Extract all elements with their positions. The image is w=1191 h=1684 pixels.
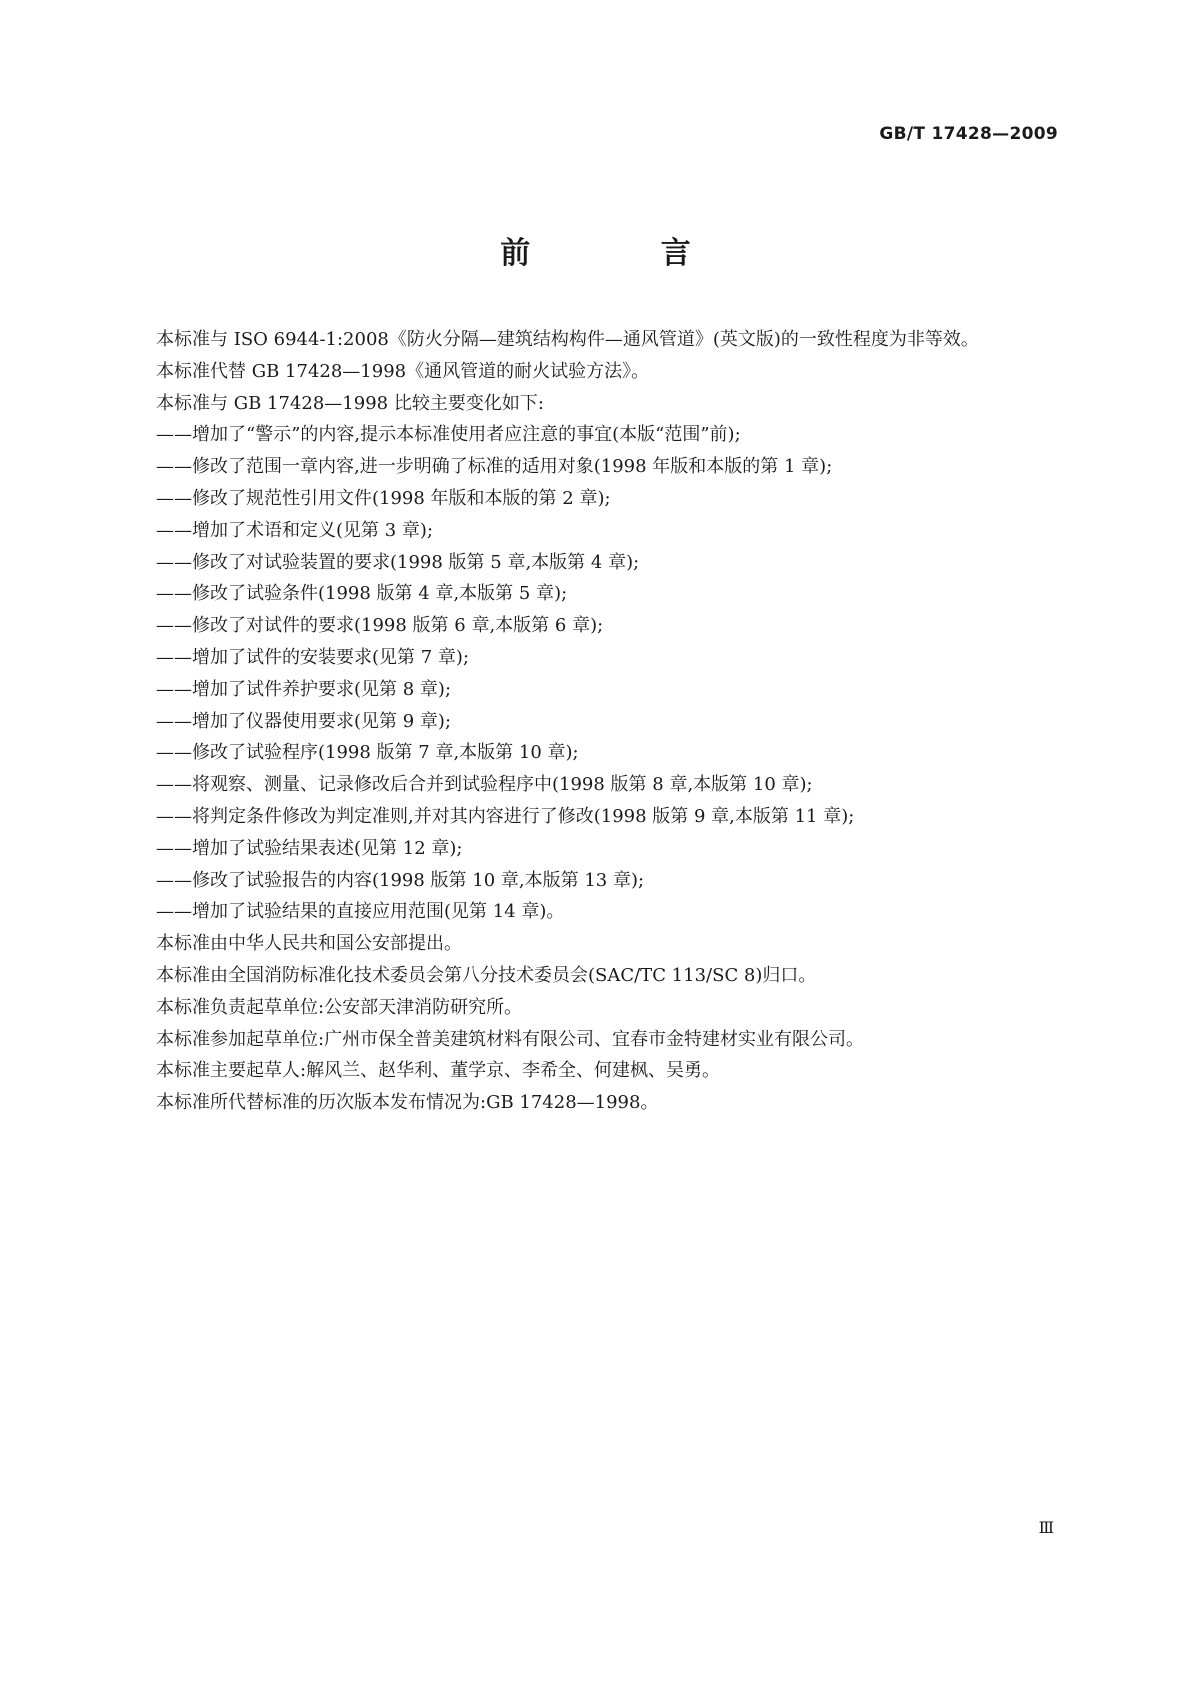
paragraph-equivalence: 本标准与 ISO 6944-1:2008《防火分隔—建筑结构构件—通风管道》(英文版)的一致性程度为非等效。 <box>156 329 979 350</box>
foreword-body <box>120 324 1072 1119</box>
change-item: ——修改了规范性引用文件(1998 年版和本版的第 2 章); <box>156 487 611 509</box>
change-item: ——修改了试验报告的内容(1998 版第 10 章,本版第 13 章); <box>156 869 645 891</box>
paragraph-proposed-by: 本标准由中华人民共和国公安部提出。 <box>156 933 462 955</box>
change-item: ——增加了试验结果的直接应用范围(见第 14 章)。 <box>156 901 565 923</box>
paragraph-centralized-by: 本标准由全国消防标准化技术委员会第八分技术委员会(SAC/TC 113/SC 8)归口。 <box>156 964 817 986</box>
paragraph-replaces: 本标准代替 GB 17428—1998《通风管道的耐火试验方法》。 <box>156 360 650 382</box>
change-item: ——修改了对试件的要求(1998 版第 6 章,本版第 6 章); <box>156 615 604 637</box>
paragraph-drafting-unit: 本标准负责起草单位:公安部天津消防研究所。 <box>156 996 523 1018</box>
change-item: ——增加了试件养护要求(见第 8 章); <box>156 678 452 700</box>
change-item: ——增加了“警示”的内容,提示本标准使用者应注意的事宜(本版“范围”前); <box>156 424 741 446</box>
page-number: Ⅲ <box>1038 1518 1054 1537</box>
change-item: ——修改了试验程序(1998 版第 7 章,本版第 10 章); <box>156 742 579 764</box>
change-item: ——修改了对试验装置的要求(1998 版第 5 章,本版第 4 章); <box>156 551 640 573</box>
change-item: ——增加了试验结果表述(见第 12 章); <box>156 837 463 859</box>
change-item: ——增加了试件的安装要求(见第 7 章); <box>156 646 470 668</box>
change-item: ——修改了试验条件(1998 版第 4 章,本版第 5 章); <box>156 583 568 605</box>
paragraph-previous-editions: 本标准所代替标准的历次版本发布情况为:GB 17428—1998。 <box>156 1092 659 1114</box>
paragraph-participating-units: 本标准参加起草单位:广州市保全普美建筑材料有限公司、宜春市金特建材实业有限公司。 <box>156 1028 865 1050</box>
standard-code: GB/T 17428—2009 <box>879 124 1058 144</box>
change-item: ——增加了术语和定义(见第 3 章); <box>156 519 434 541</box>
page-title: 前 言 <box>500 236 751 271</box>
paragraph-drafters: 本标准主要起草人:解风兰、赵华利、董学京、李希全、何建枫、吴勇。 <box>156 1060 721 1082</box>
change-item: ——将判定条件修改为判定准则,并对其内容进行了修改(1998 版第 9 章,本版第 11 章); <box>156 805 855 827</box>
paragraph-changes-intro: 本标准与 GB 17428—1998 比较主要变化如下: <box>156 392 544 414</box>
change-item: ——将观察、测量、记录修改后合并到试验程序中(1998 版第 8 章,本版第 10 章); <box>156 774 813 796</box>
change-item: ——修改了范围一章内容,进一步明确了标准的适用对象(1998 年版和本版的第 1 章); <box>156 456 833 478</box>
change-item: ——增加了仪器使用要求(见第 9 章); <box>156 710 452 732</box>
